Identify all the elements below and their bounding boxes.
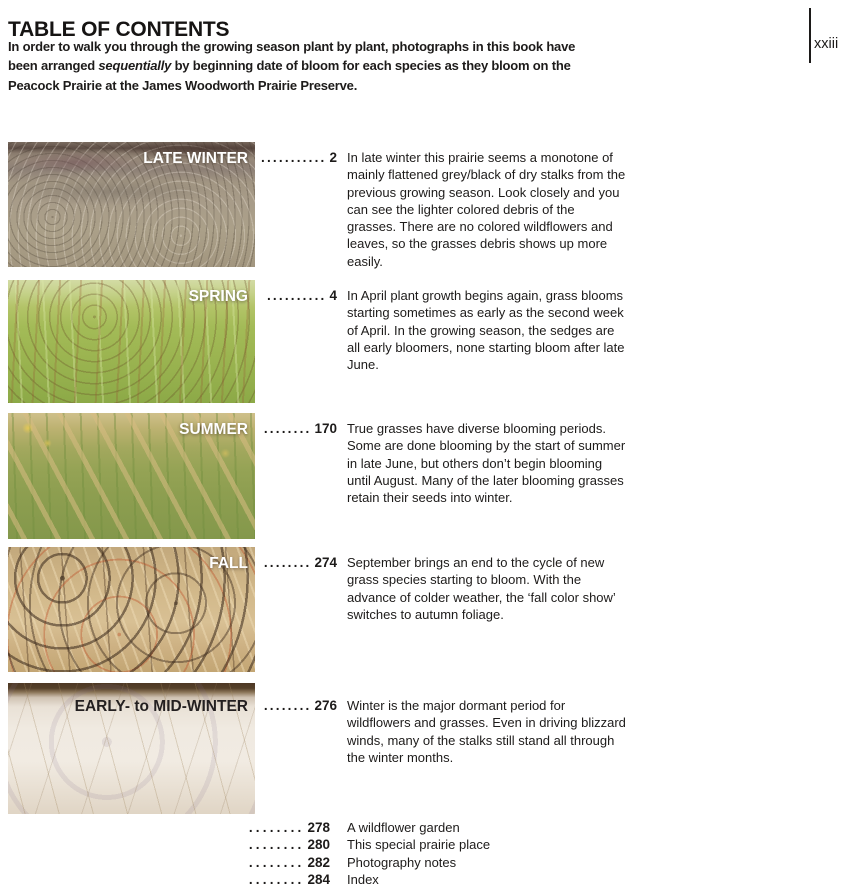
description-summer: True grasses have diverse blooming periods. Some are done blooming by the start of summer in late June, but others don’t begin blooming until August. Many of the later blooming grasses retain their seeds into winter.: [347, 421, 626, 506]
season-label-early-mid-winter: EARLY- to MID-WINTER: [74, 698, 248, 715]
intro-italic-word: sequentially: [98, 58, 172, 74]
page-number: 284: [307, 871, 330, 887]
season-label-spring: SPRING: [188, 288, 248, 305]
leader-late-winter: [259, 150, 337, 165]
back-matter-row-photography-notes: [238, 854, 490, 871]
back-matter-label: This special prairie place: [347, 837, 491, 853]
page-number: 276: [314, 698, 337, 713]
spring-photo: [8, 280, 255, 403]
leader-summer: [259, 421, 337, 436]
season-label-fall: FALL: [209, 555, 248, 572]
description-spring: In April plant growth begins again, grass blooms starting sometimes as early as the second week of April. In the growing season, the sedges are all early bloomers, none starting bloom after late June.: [347, 288, 625, 373]
leader-fall: [259, 555, 337, 570]
page-number: 282: [307, 854, 330, 870]
dot-leader: ..........: [266, 288, 327, 303]
back-matter-list: [238, 819, 490, 888]
page-number: 4: [329, 288, 337, 303]
season-label-summer: SUMMER: [179, 421, 248, 438]
description-fall: September brings an end to the cycle of new grass species starting to bloom. With the advance of colder weather, the ‘fall color show’ switches to autumn foliage.: [347, 555, 616, 622]
dot-leader: ........: [263, 698, 312, 713]
late-winter-photo: [8, 142, 255, 267]
dot-leader: ........: [263, 421, 312, 436]
folio-divider-line: [809, 8, 811, 63]
back-matter-row-wildflower-garden: [238, 819, 490, 836]
page-title: TABLE OF CONTENTS: [8, 18, 230, 42]
back-matter-row-special-prairie-place: [238, 836, 490, 853]
dot-leader: ........ 284: [248, 871, 330, 887]
folio-page-number: xxiii: [814, 36, 839, 52]
page-number: 278: [307, 820, 330, 835]
dot-leader: ........ 278: [248, 820, 330, 835]
intro-line-3: Peacock Prairie at the James Woodworth Prairie Preserve.: [8, 77, 358, 93]
dot-leader: ........ 280: [248, 837, 330, 853]
early-mid-winter-photo: [8, 683, 255, 814]
season-label-late-winter: LATE WINTER: [143, 150, 248, 167]
dot-leader: ........: [263, 555, 312, 570]
intro-line-1: In order to walk you through the growing season plant by plant, photographs in this book have: [8, 39, 576, 54]
page-number: 274: [314, 555, 337, 570]
description-late-winter: In late winter this prairie seems a monotone of mainly flattened grey/black of dry stalks from the previous growing season. Look closely and you can see the lighter colored debris of the grasses. There are no colored wildflowers and leaves, so the grasses debris shows up more easily.: [347, 150, 626, 269]
dot-leader: ...........: [261, 150, 327, 165]
summer-photo: [8, 413, 255, 539]
leader-spring: [259, 288, 337, 303]
page-number: 170: [314, 421, 337, 436]
back-matter-row-index: [238, 871, 490, 888]
intro-line-2: been arranged sequentially by beginning date of bloom for each species as they bloom on the: [8, 58, 571, 74]
fall-photo: [8, 547, 255, 672]
back-matter-label: Index: [347, 871, 379, 887]
description-early-mid-winter: Winter is the major dormant period for wildflowers and grasses. Even in driving blizzard winds, many of the stalks still stand all through the winter months.: [347, 698, 626, 765]
leader-early-mid-winter: [259, 698, 337, 713]
dot-leader: ........ 282: [248, 854, 330, 870]
page-number: 2: [329, 150, 337, 165]
back-matter-label: A wildflower garden: [347, 820, 460, 835]
back-matter-label: Photography notes: [347, 854, 457, 870]
intro-paragraph: [8, 37, 575, 95]
page-number: 280: [307, 837, 330, 853]
